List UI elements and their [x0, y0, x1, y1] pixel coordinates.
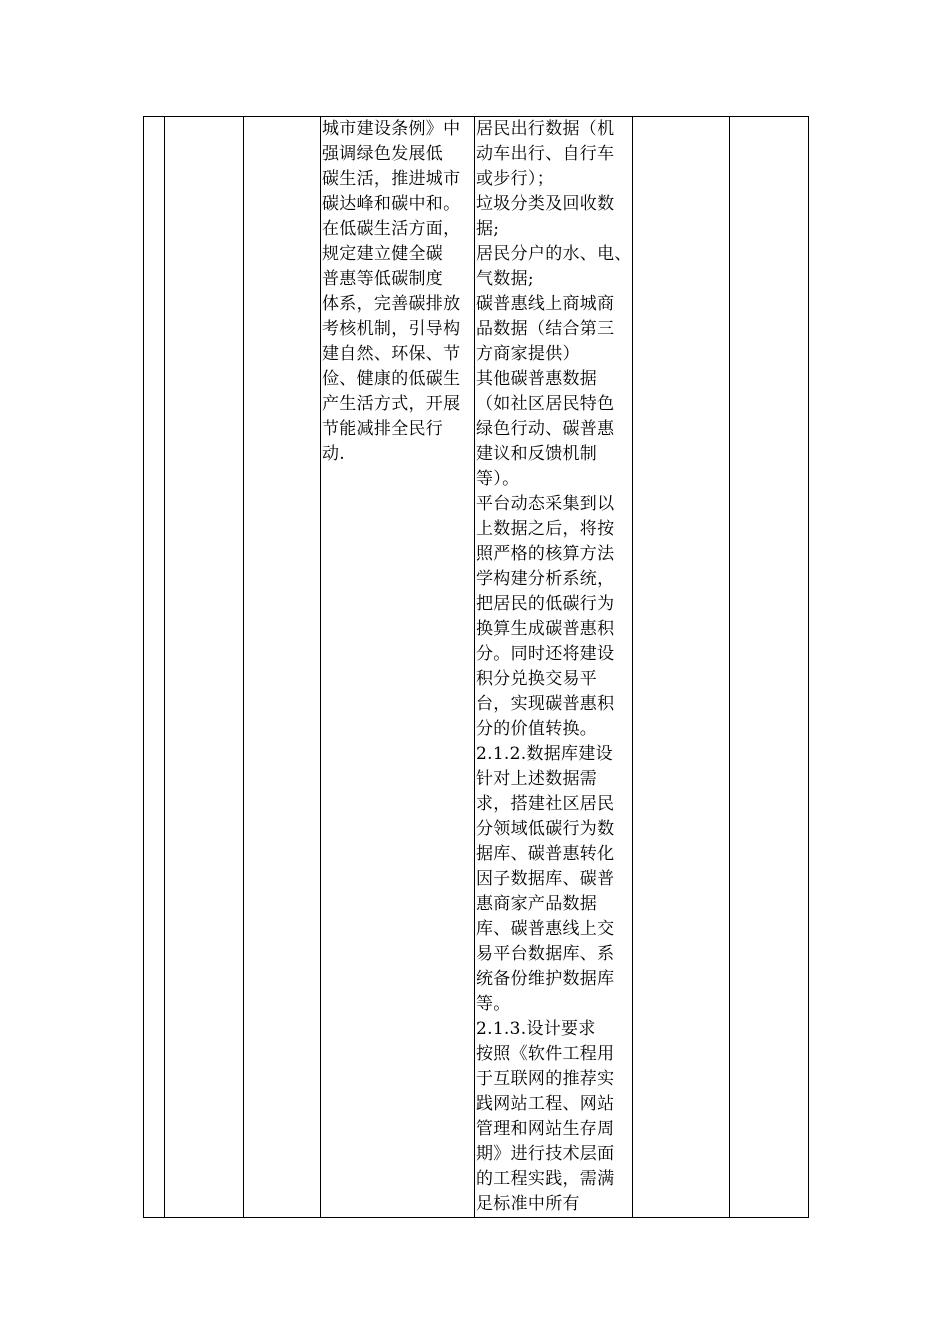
regulation-text-line: 动. — [322, 444, 346, 464]
data-description-text-line: 分的价值转换。 — [476, 719, 598, 739]
data-description-text-line: 2.1.3.设计要求 — [476, 1019, 596, 1039]
data-description-text-line: 的工程实践，需满 — [476, 1169, 615, 1189]
data-description-text-line: 据; — [476, 219, 500, 239]
document-table — [143, 116, 809, 1218]
regulation-text-line: 碳生活，推进城市 — [322, 169, 461, 189]
data-description-text-line: 践网站工程、网站 — [476, 1094, 615, 1114]
regulation-text-line: 普惠等低碳制度 — [322, 269, 444, 289]
data-description-text-line: 足标准中所有 — [476, 1194, 580, 1214]
data-description-text-line: 碳普惠线上商城商 — [476, 294, 615, 314]
regulation-text-line: 考核机制，引导构 — [322, 319, 461, 339]
data-description-text-line: 其他碳普惠数据 — [476, 369, 598, 389]
table-cell-data-description — [475, 117, 633, 1218]
data-description-text-line: 绿色行动、碳普惠 — [476, 419, 615, 439]
data-description-text-line: 或步行）； — [476, 169, 554, 189]
table-cell-g — [730, 117, 809, 1218]
data-description-text-line: 照严格的核算方法 — [476, 544, 615, 564]
regulation-text-line: 产生活方式，开展 — [322, 394, 461, 414]
data-description-text-line: 品数据（结合第三 — [476, 319, 615, 339]
data-description-text-line: 2.1.2.数据库建设 — [476, 744, 613, 764]
regulation-text — [321, 117, 474, 467]
data-description-text-line: 平台动态采集到以 — [476, 494, 615, 514]
data-description-text-line: 居民分户的水、电、 — [476, 244, 632, 264]
regulation-text-line: 建自然、环保、节 — [322, 344, 461, 364]
regulation-text-line: 在低碳生活方面， — [322, 219, 461, 239]
data-description-text-line: 求，搭建社区居民 — [476, 794, 615, 814]
data-description-text-line: 于互联网的推荐实 — [476, 1069, 615, 1089]
regulation-text-line: 体系，完善碳排放 — [322, 294, 461, 314]
table-cell-c — [244, 117, 321, 1218]
data-description-text-line: 等。 — [476, 994, 511, 1014]
data-description-text-line: 管理和网站生存周 — [476, 1119, 615, 1139]
regulation-text-line: 城市建设条例》中 — [322, 119, 461, 139]
data-description-text-line: 分。同时还将建设 — [476, 644, 615, 664]
regulation-text-line: 节能减排全民行 — [322, 419, 444, 439]
data-description-text-line: 台，实现碳普惠积 — [476, 694, 615, 714]
data-description-text-line: 建议和反馈机制 — [476, 444, 598, 464]
data-description-text-line: 动车出行、自行车 — [476, 144, 615, 164]
regulation-text-line: 俭、健康的低碳生 — [322, 369, 461, 389]
table-cell-b — [165, 117, 244, 1218]
data-description-text-line: 垃圾分类及回收数 — [476, 194, 615, 214]
table-cell-regulation — [321, 117, 475, 1218]
data-description-text-line: 因子数据库、碳普 — [476, 869, 615, 889]
regulation-text-line: 规定建立健全碳 — [322, 244, 444, 264]
table-cell-index — [144, 117, 165, 1218]
data-description-text-line: 居民出行数据（机 — [476, 119, 615, 139]
data-description-text-line: 库、碳普惠线上交 — [476, 919, 615, 939]
data-description-text-line: 把居民的低碳行为 — [476, 594, 615, 614]
data-description-text-line: 方商家提供） — [476, 344, 580, 364]
data-description-text-line: 换算生成碳普惠积 — [476, 619, 615, 639]
data-description-text-line: 针对上述数据需 — [476, 769, 598, 789]
table-cell-f — [633, 117, 730, 1218]
data-description-text-line: 按照《软件工程用 — [476, 1044, 615, 1064]
data-description-text-line: 统备份维护数据库 — [476, 969, 615, 989]
data-description-text-line: 易平台数据库、系 — [476, 944, 615, 964]
data-description-text-line: 分领域低碳行为数 — [476, 819, 615, 839]
data-description-text-line: 积分兑换交易平 — [476, 669, 598, 689]
data-description-text-line: 等）。 — [476, 469, 520, 489]
data-description-text-line: 惠商家产品数据 — [476, 894, 598, 914]
regulation-text-line: 强调绿色发展低 — [322, 144, 444, 164]
data-description-text-line: 据库、碳普惠转化 — [476, 844, 615, 864]
table-row — [144, 117, 809, 1218]
regulation-text-line: 碳达峰和碳中和。 — [322, 194, 461, 214]
data-description-text-line: （如社区居民特色 — [476, 394, 615, 414]
data-description-text — [475, 117, 632, 1217]
data-description-text-line: 学构建分析系统， — [476, 569, 615, 589]
data-description-text-line: 期》进行技术层面 — [476, 1144, 615, 1164]
data-description-text-line: 气数据; — [476, 269, 534, 289]
data-description-text-line: 上数据之后，将按 — [476, 519, 615, 539]
